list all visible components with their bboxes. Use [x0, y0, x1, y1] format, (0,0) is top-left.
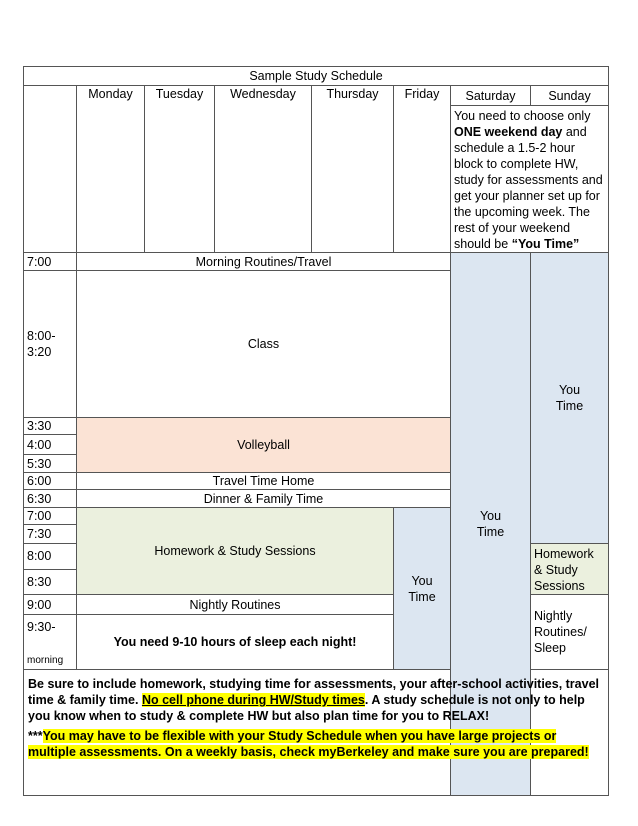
time-400: 4:00 [24, 435, 77, 455]
schedule-title: Sample Study Schedule [24, 67, 609, 86]
block-class: Class [77, 271, 451, 418]
no-phone-highlight: No cell phone during HW/Study times [141, 693, 365, 707]
time-spacer-2 [24, 361, 77, 418]
time-330: 3:30 [24, 418, 77, 435]
friday-you-time: You Time [394, 508, 451, 670]
corner-cell [24, 86, 77, 253]
time-530: 5:30 [24, 455, 77, 473]
time-800pm: 8:00 [24, 544, 77, 570]
block-sleep: You need 9-10 hours of sleep each night! [77, 615, 394, 670]
time-730: 7:30 [24, 525, 77, 544]
time-700: 7:00 [24, 253, 77, 271]
block-volleyball: Volleyball [77, 418, 451, 473]
time-900: 9:00 [24, 595, 77, 615]
footer-note [24, 670, 609, 796]
weekend-note: You need to choose only ONE weekend day and schedule a 1.5-2 hour block to complete HW, study for assessments and get your planner set up for the upcoming week. The rest of your weekend should be “You Time” [451, 106, 609, 253]
study-schedule-table [23, 66, 609, 796]
block-nightly-routines: Nightly Routines [77, 595, 394, 615]
day-saturday: Saturday [451, 86, 531, 106]
block-travel-home: Travel Time Home [77, 473, 451, 490]
day-tuesday: Tuesday [145, 86, 215, 253]
day-thursday: Thursday [312, 86, 394, 253]
footer-paragraph-2: ***You may have to be flexible with your Study Schedule when you have large projects or multiple assessments. On a weekly basis, check myBerkeley and make sure you are prepared! [28, 729, 589, 759]
time-700pm: 7:00 [24, 508, 77, 525]
footer-paragraph-1: Be sure to include homework, studying time for assessments, your after-school activities, travel time & family time. No cell phone during HW/Study times. A study schedule is not only to help you know when to study & complete HW but also plan time for you to RELAX! [28, 677, 600, 723]
sunday-nightly: Nightly Routines/ Sleep [531, 595, 609, 670]
day-wednesday: Wednesday [215, 86, 312, 253]
time-830: 8:30 [24, 569, 77, 595]
day-friday: Friday [394, 86, 451, 253]
block-morning-routines: Morning Routines/Travel [77, 253, 451, 271]
time-630: 6:30 [24, 490, 77, 508]
time-800: 8:00- 3:20 [24, 327, 77, 361]
block-dinner: Dinner & Family Time [77, 490, 451, 508]
time-600: 6:00 [24, 473, 77, 490]
time-930: 9:30- morning [24, 615, 77, 670]
block-homework-study: Homework & Study Sessions [77, 508, 394, 595]
day-sunday: Sunday [531, 86, 609, 106]
day-monday: Monday [77, 86, 145, 253]
sunday-homework: Homework & Study Sessions [531, 544, 609, 595]
flexible-highlight: You may have to be flexible with your Study Schedule when you have large projects or multiple assessments. On a weekly basis, check myBerkeley and make sure you are prepared! [28, 729, 589, 759]
sunday-you-time: You Time [531, 253, 609, 544]
time-spacer [24, 271, 77, 327]
saturday-you-time: You Time [451, 253, 531, 796]
